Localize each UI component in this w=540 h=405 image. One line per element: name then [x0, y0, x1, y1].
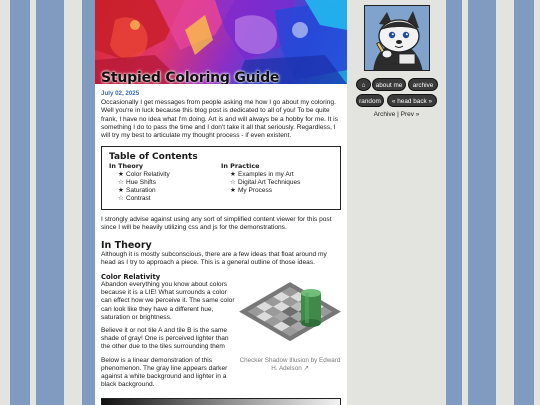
color-relativity-paragraph: Abandon everything you know about colors because it is a LIE! What surrounds a color can effect how we perceive it. The same color can look like they have a different hue, saturation or brightness.	[101, 281, 235, 321]
toc-item[interactable]: ☆ Hue Shifts	[118, 178, 156, 186]
star-icon: ★	[118, 186, 124, 194]
advisory-text: I strongly advise against using any sort of simplified content viewer for this post since I will be heavily utilizing css and js for the demonstrations.	[101, 216, 332, 232]
prev-link[interactable]: Prev »	[400, 111, 420, 118]
toc-theory-title[interactable]: In Theory	[109, 162, 144, 171]
color-relativity-paragraph: Believe it or not tile A and tile B is the same shade of gray! One is perceived lighter than the other due to the tiles surrounding them	[101, 327, 229, 351]
sidebar-nav	[347, 111, 446, 118]
table-of-contents	[101, 146, 341, 210]
section-heading-in-theory: In Theory	[101, 239, 152, 251]
post-column	[95, 0, 347, 405]
star-outline-icon: ☆	[118, 178, 124, 186]
home-icon: ⌂	[361, 82, 366, 89]
post-title: Stupied Coloring Guide	[101, 70, 280, 84]
star-icon: ★	[118, 170, 124, 178]
random-button[interactable]: random	[356, 94, 384, 107]
star-icon: ★	[230, 170, 236, 178]
toc-item[interactable]: ☆ Digital Art Techniques	[230, 178, 301, 186]
toc-item[interactable]: ★ Color Relativity	[118, 170, 170, 178]
color-relativity-paragraph: Below is a linear demonstration of this phenomenon. The gray line appears darker against a white background and lighter in a black background.	[101, 356, 228, 389]
gradient-demonstration-bar	[101, 398, 341, 405]
toc-practice-column	[221, 163, 333, 203]
toc-practice-title[interactable]: In Practice	[221, 162, 260, 171]
toc-item[interactable]: ☆ Contrast	[118, 194, 151, 202]
nav-separator: |	[397, 111, 399, 118]
post-date: July 02, 2025	[101, 90, 140, 97]
toc-item[interactable]: ★ Examples in my Art	[230, 170, 294, 178]
head-back-button[interactable]: « head back »	[387, 94, 437, 107]
about-me-button[interactable]: about me	[372, 78, 406, 91]
post-intro: Occasionally I get messages from people asking me how I go about my coloring. Well you're in luck because this blog post is dedicated to all of you! To be quite frank, I have no idea what I'm doing. Art is and will always be a hobby for me. It is something I do to pass the time and I don't take it all that seriously. Regardless, I will try my best to articulate my thought process - if even existent.	[101, 99, 338, 140]
archive-link[interactable]: Archive	[373, 111, 396, 118]
post-banner-image	[95, 0, 347, 84]
star-outline-icon: ☆	[230, 178, 236, 186]
avatar-drawing	[365, 6, 430, 71]
theory-intro: Although it is mostly subconscious, there are a few ideas that float around my head as I try to approach a piece. This is a general outline of those ideas.	[101, 250, 327, 266]
illusion-caption-link[interactable]: Checker Shadow Illusion by Edward H. Adelson ↗	[239, 357, 341, 372]
star-icon: ★	[230, 186, 236, 194]
toc-item[interactable]: ★ Saturation	[118, 186, 156, 194]
toc-item[interactable]: ★ My Process	[230, 186, 272, 194]
checker-shadow-illusion-image	[239, 281, 341, 353]
avatar[interactable]	[364, 5, 430, 71]
home-button[interactable]	[356, 78, 371, 91]
toc-theory-column	[109, 163, 221, 203]
archive-button[interactable]: archive	[408, 78, 438, 91]
subheading-color-relativity: Color Relativity	[101, 273, 161, 282]
toc-title: Table of Contents	[109, 152, 198, 163]
star-outline-icon: ☆	[118, 194, 124, 202]
